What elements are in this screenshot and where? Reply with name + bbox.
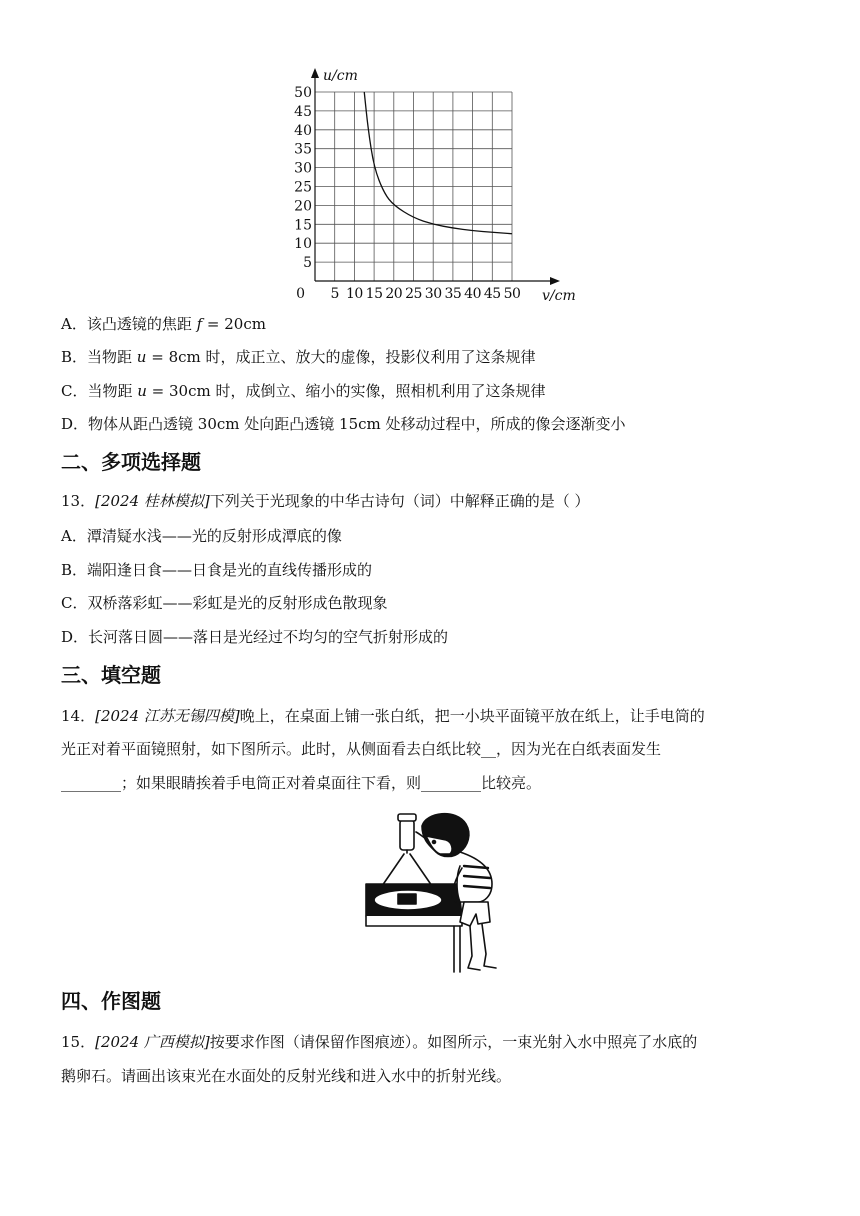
- x-tick-label: 30: [424, 286, 442, 302]
- x-tick-label: 45: [483, 286, 501, 302]
- y-axis-label: u/cm: [323, 68, 358, 84]
- y-tick-label: 35: [294, 141, 312, 158]
- q15-line-2: 鹅卵石。请画出该束光在水面处的反射光线和进入水中的折射光线。: [61, 1067, 512, 1085]
- option-text: 该凸透镜的焦距 𝑓 = 20cm: [86, 315, 266, 333]
- flashlight-cap: [398, 814, 416, 821]
- option-text: 端阳逢日食——日食是光的直线传播形成的: [87, 561, 373, 579]
- option-text: 潭清疑水浅——光的反射形成潭底的像: [86, 527, 342, 545]
- y-tick-label: 50: [294, 85, 312, 101]
- x-axis-arrow: [550, 277, 560, 285]
- option-letter: D．: [61, 415, 89, 433]
- y-tick-label: 40: [294, 122, 312, 139]
- flashlight-body: [400, 820, 414, 850]
- x-tick-label: 20: [385, 286, 403, 302]
- question-text: 下列关于光现象的中华古诗句（词）中解释正确的是（ ）: [209, 492, 590, 510]
- option-a: [61, 314, 266, 334]
- q13-option-b: [61, 560, 372, 580]
- option-letter: C．: [61, 594, 88, 612]
- y-tick-label: 30: [294, 160, 312, 177]
- option-letter: C．: [61, 382, 88, 400]
- section-heading-multiple-choice: 二、多项选择题: [61, 450, 201, 474]
- option-letter: D．: [61, 628, 89, 646]
- flashlight-mirror-figure: [360, 806, 508, 974]
- q13-stem: [61, 491, 590, 511]
- q14-line-1: [61, 706, 705, 726]
- q13-option-a: [61, 526, 342, 546]
- q14-line-3: ________；如果眼睛挨着手电筒正对着桌面往下看，则________比较亮。: [61, 774, 542, 792]
- light-cone: [382, 854, 432, 886]
- q15-line-1: [61, 1032, 697, 1052]
- y-tick-label: 15: [294, 217, 312, 234]
- question-number: 15．: [61, 1033, 96, 1051]
- x-tick-label: 50: [503, 286, 521, 302]
- x-tick-label: 25: [405, 286, 422, 302]
- series-line: [364, 92, 512, 234]
- y-tick-label: 45: [294, 103, 312, 120]
- question-text: 晚上，在桌面上铺一张白纸，把一小块平面镜平放在纸上，让手电筒的: [239, 707, 705, 725]
- y-tick-label: 25: [294, 179, 312, 196]
- option-text: 物体从距凸透镜 30cm 处向距凸透镜 15cm 处移动过程中，所成的像会逐渐变小: [88, 415, 626, 433]
- option-c: [61, 381, 546, 401]
- q13-option-d: [61, 627, 448, 647]
- x-tick-label: 35: [444, 286, 462, 302]
- origin-label: 0: [296, 286, 305, 302]
- option-text: 双桥落彩虹——彩虹是光的反射形成色散现象: [87, 594, 388, 612]
- option-letter: B．: [61, 348, 88, 366]
- question-source: [2024 广西模拟]: [95, 1033, 210, 1051]
- section-heading-fill-in: 三、填空题: [61, 663, 161, 687]
- option-letter: A．: [61, 527, 87, 545]
- option-d: [61, 414, 626, 434]
- x-tick-label: 15: [365, 286, 383, 302]
- x-tick-label: 40: [464, 286, 482, 302]
- y-tick-label: 5: [303, 255, 312, 272]
- question-source: [2024 江苏无锡四模]: [95, 707, 240, 725]
- x-tick-label: 5: [330, 286, 339, 302]
- question-number: 14．: [61, 707, 96, 725]
- question-number: 13．: [61, 492, 96, 510]
- option-text: 长河落日圆——落日是光经过不均匀的空气折射形成的: [88, 628, 449, 646]
- y-tick-label: 20: [294, 198, 312, 215]
- y-tick-label: 10: [294, 236, 312, 253]
- option-letter: A．: [61, 315, 87, 333]
- question-source: [2024 桂林模拟]: [95, 492, 210, 510]
- option-text: 当物距 𝑢 = 30cm 时，成倒立、缩小的实像，照相机利用了这条规律: [87, 382, 546, 400]
- option-b: [61, 347, 536, 367]
- mirror: [398, 894, 416, 904]
- x-tick-label: 10: [345, 286, 363, 302]
- q13-option-c: [61, 593, 388, 613]
- x-axis-label: v/cm: [542, 288, 576, 304]
- section-heading-drawing: 四、作图题: [61, 989, 161, 1013]
- y-axis-arrow: [311, 68, 319, 78]
- option-text: 当物距 𝑢 = 8cm 时，成正立、放大的虚像，投影仪利用了这条规律: [87, 348, 536, 366]
- q14-line-2: 光正对着平面镜照射，如下图所示。此时，从侧面看去白纸比较__，因为光在白纸表面发生: [61, 740, 662, 758]
- u-v-graph: [275, 64, 595, 309]
- option-letter: B．: [61, 561, 88, 579]
- question-text: 按要求作图（请保留作图痕迹）。如图所示，一束光射入水中照亮了水底的: [209, 1033, 698, 1051]
